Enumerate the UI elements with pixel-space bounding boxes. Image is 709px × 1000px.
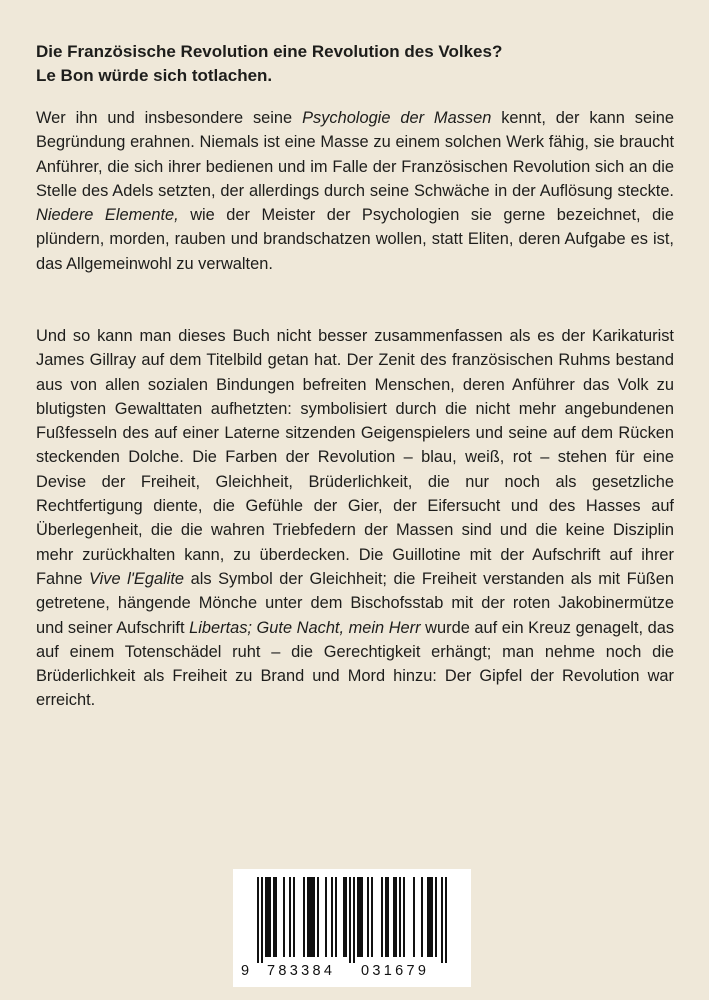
barcode-bar — [445, 877, 447, 963]
barcode-bar — [265, 877, 267, 957]
barcode-bar — [345, 877, 347, 957]
barcode-bar — [435, 877, 437, 957]
barcode-right-digits: 031679 — [361, 963, 430, 979]
headline-line-1: Die Französische Revolution eine Revolution des Volkes? — [36, 42, 503, 61]
barcode-bar — [343, 877, 345, 957]
barcode-left-digits: 783384 — [267, 963, 336, 979]
barcode-bar — [261, 877, 263, 963]
paragraph-1 — [36, 106, 674, 276]
barcode-bar — [395, 877, 397, 957]
isbn-barcode — [233, 869, 471, 987]
barcode-bar — [269, 877, 271, 957]
barcode-bar — [331, 877, 333, 957]
barcode-bar — [357, 877, 359, 957]
barcode-bar — [359, 877, 361, 957]
paragraph-2-text-a: Und so kann man dieses Buch nicht besser zusammenfassen als es der Karikaturist James Gillray auf dem Titelbild getan hat. Der Zenit des französischen Ruhms bestand aus von allen sozialen Bindungen befreiten Menschen, deren Anführer das Volk zu blutigsten Gewalttaten aufhetzten: symbolisiert durch die nicht mehr angebundenen Fußfesseln des auf einer Laterne sitzenden Geigenspielers und seine auf dem Rücken steckenden Dolche. Die Farben der Revolution – blau, weiß, rot – stehen für eine Devise der Freiheit, Gleichheit, Brüderlichkeit, die nur noch als gesetzliche Rechtfertigung diente, die Gefühle der Gier, der Eifersucht und des Hasses auf Überlegenheit, die die wahren Triebfedern der Massen sind und die keine Disziplin mehr zurückhalten kann, zu überdecken. Die Guillotine mit der Aufschrift auf ihrer Fahne — [36, 327, 674, 588]
barcode-bar — [303, 877, 305, 957]
barcode-bar — [289, 877, 291, 957]
barcode-bar — [283, 877, 285, 957]
barcode-bar — [353, 877, 355, 963]
paragraph-1-text-c: wie der Meister der Psychologien sie gerne bezeichnet, die plündern, morden, rauben und brandschatzen wollen, statt Eliten, deren Aufgabe es ist, das Allgemeinwohl zu verwalten. — [36, 206, 674, 273]
barcode-bar — [325, 877, 327, 957]
barcode-lead-digit: 9 — [241, 963, 250, 979]
barcode-bar — [427, 877, 429, 957]
barcode-bar — [403, 877, 405, 957]
book-title: Psychologie der Massen — [302, 109, 492, 127]
paragraph-1-text-a: Wer ihn und insbesondere seine — [36, 109, 303, 127]
barcode-bar — [367, 877, 369, 957]
flag-inscription: Vive l'Egalite — [89, 569, 185, 588]
barcode-bar — [361, 877, 363, 957]
barcode-bar — [335, 877, 337, 957]
barcode-bar — [421, 877, 423, 957]
barcode-bar — [381, 877, 383, 957]
barcode-bar — [371, 877, 373, 957]
barcode-bar — [275, 877, 277, 957]
barcode-bar — [273, 877, 275, 957]
paragraph-2-text-b: als Symbol der Gleichheit; die Freiheit verstanden als mit Füßen getretene, hängende Mönche unter dem Bischofsstab mit der roten Jakobinermütze und seiner Aufschrift — [36, 569, 675, 637]
barcode-bar — [429, 877, 431, 957]
barcode-bar — [257, 877, 259, 963]
paragraph-1-text-b: kennt, der kann seine Begründung erahnen. Niemals ist eine Masse zu einem solchen Werk fähig, sie braucht Anführer, die sich ihrer bedienen und im Falle der Französischen Revolution sich an die Stelle des Adels setzten, der allerdings durch seine Schwäche in der Auflösung steckte. — [36, 109, 674, 200]
barcode-bar — [307, 877, 309, 957]
headline — [36, 40, 676, 88]
paragraph-2-text-c: wurde auf ein Kreuz genagelt, das auf einem Totenschädel ruht – die Gerechtigkeit erhängt; man nehme noch die Brüderlichkeit als Freiheit zu Brand und Mord hinzu: Der Gipfel der Revolution war erreicht. — [36, 618, 675, 710]
barcode-bar — [385, 877, 387, 957]
barcode-bar — [431, 877, 433, 957]
barcode-bars-icon — [233, 869, 471, 963]
barcode-digits — [233, 963, 471, 983]
barcode-bar — [317, 877, 319, 957]
barcode-bar — [413, 877, 415, 957]
paragraph-2 — [36, 324, 674, 713]
barcode-bar — [309, 877, 311, 957]
barcode-bar — [387, 877, 389, 957]
barcode-bar — [393, 877, 395, 957]
barcode-bar — [399, 877, 401, 957]
barcode-bar — [313, 877, 315, 957]
barcode-bar — [349, 877, 351, 963]
barcode-bar — [267, 877, 269, 957]
cross-inscription: Libertas; Gute Nacht, mein Herr — [189, 618, 421, 637]
barcode-bar — [441, 877, 443, 963]
quote-niedere-elemente: Niedere Elemente, — [36, 206, 179, 225]
barcode-bar — [311, 877, 313, 957]
headline-line-2: Le Bon würde sich totlachen. — [36, 66, 273, 85]
barcode-bar — [293, 877, 295, 957]
